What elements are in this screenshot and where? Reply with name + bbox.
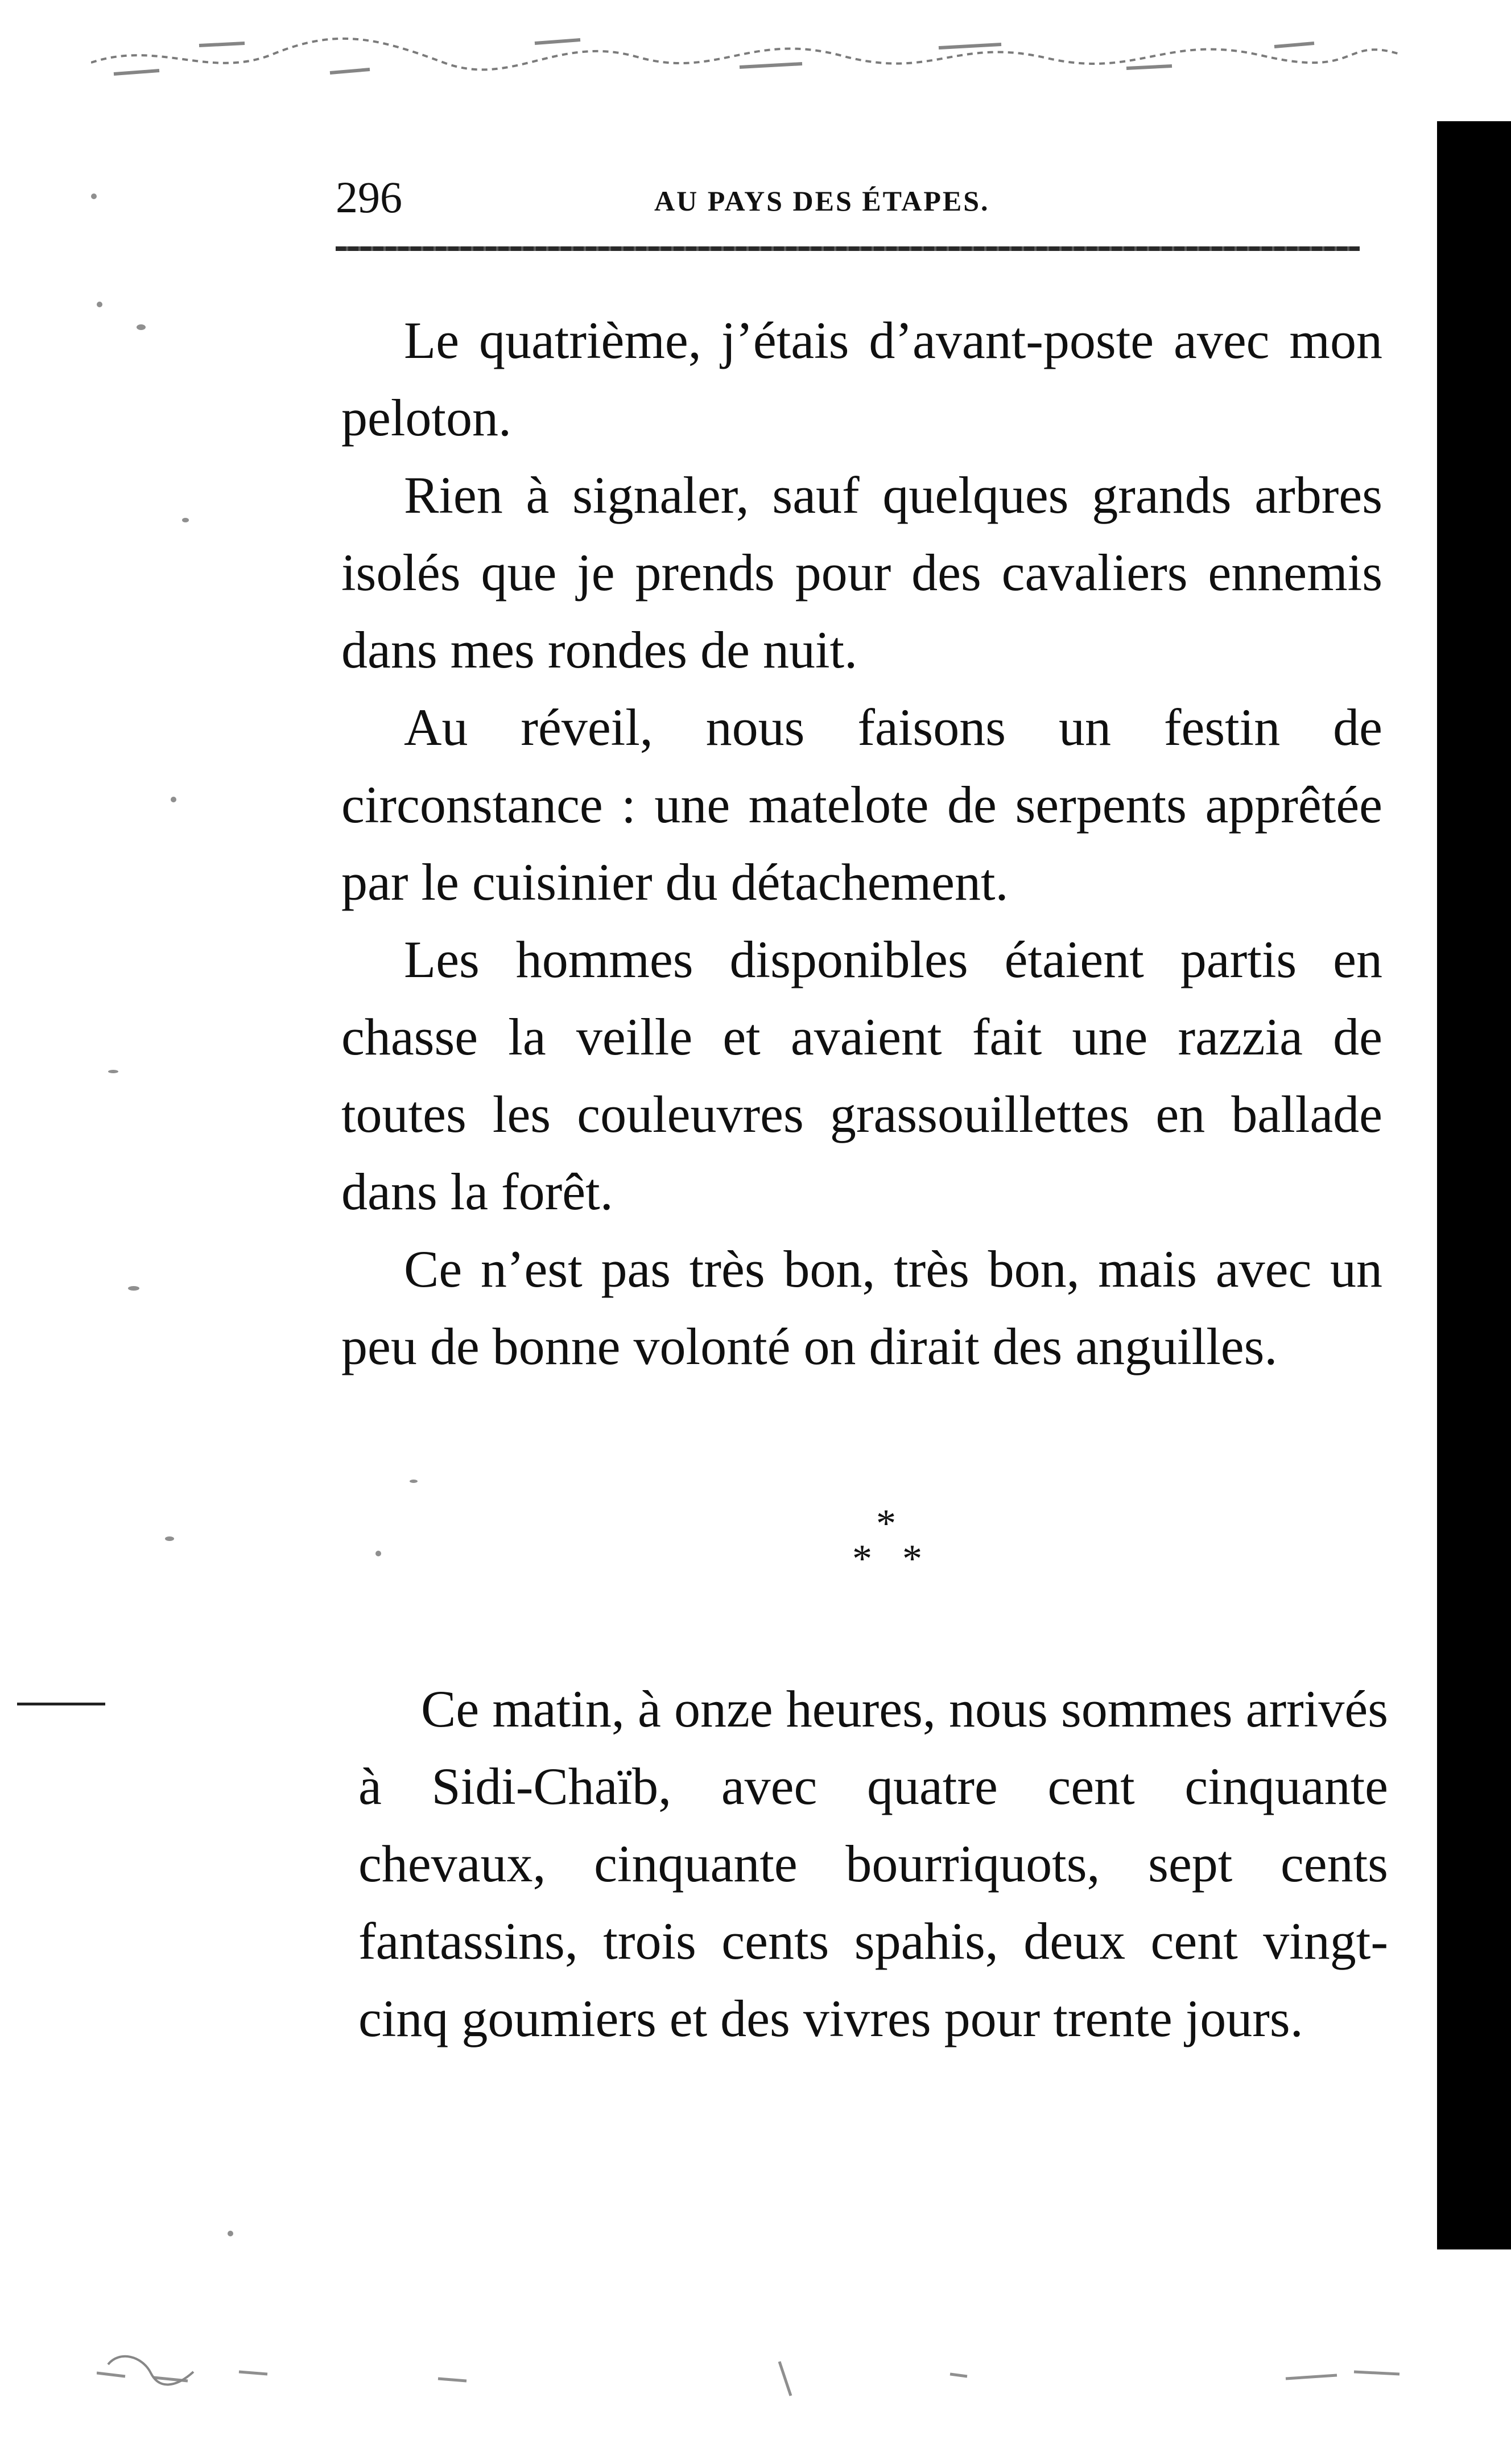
dust-mark (97, 302, 102, 307)
dust-mark (228, 2231, 233, 2236)
paragraph: Ce matin, à onze heures, nous sommes arrivés à Sidi-Chaïb, avec quatre cent cinquante chevaux, cinquante bourriquots, sept cents fantassins, trois cents spahis, deux cent vingt-cinq goumiers et des vivres pour trente jours. (358, 1680, 1388, 2047)
dust-mark (128, 1286, 139, 1291)
text-block-upper (341, 302, 1382, 1385)
paragraph: Le quatrième, j’étais d’avant-poste avec mon peloton. (341, 311, 1382, 447)
dust-mark (171, 797, 176, 802)
svg-text:*: * (876, 1508, 896, 1546)
svg-text:*: * (852, 1537, 872, 1581)
scan-noise-top (91, 23, 1399, 91)
left-margin-rule (17, 1703, 105, 1705)
running-title: AU PAYS DES ÉTAPES. (654, 185, 990, 217)
page-header (336, 172, 1371, 238)
svg-text:*: * (902, 1537, 922, 1581)
paragraph: Au réveil, nous faisons un festin de circonstance : une matelote de serpents apprêtée par le cuisinier du détachement. (341, 698, 1382, 911)
dust-mark (91, 193, 97, 199)
dust-mark (375, 1551, 381, 1556)
paragraph: Rien à signaler, sauf quelques grands arbres isolés que je prends pour des cavaliers ennemis dans mes rondes de nuit. (341, 466, 1382, 679)
paragraph: Les hommes disponibles étaient partis en chasse la veille et avaient fait une razzia de toutes les couleuvres grassouillettes en ballade dans la forêt. (341, 930, 1382, 1221)
dust-mark (182, 518, 189, 522)
text-block-lower (358, 1670, 1388, 2057)
dust-mark (410, 1480, 418, 1483)
header-rule (336, 246, 1360, 251)
scan-edge-bar (1437, 121, 1511, 2249)
scan-noise-bottom (97, 2339, 1405, 2407)
dust-mark (165, 1536, 174, 1541)
dust-mark (108, 1070, 118, 1073)
asterism-icon (831, 1508, 944, 1582)
paragraph: Ce n’est pas très bon, très bon, mais avec un peu de bonne volonté on dirait des anguilles. (341, 1240, 1382, 1375)
page-number: 296 (336, 172, 402, 222)
dust-mark (137, 324, 146, 330)
